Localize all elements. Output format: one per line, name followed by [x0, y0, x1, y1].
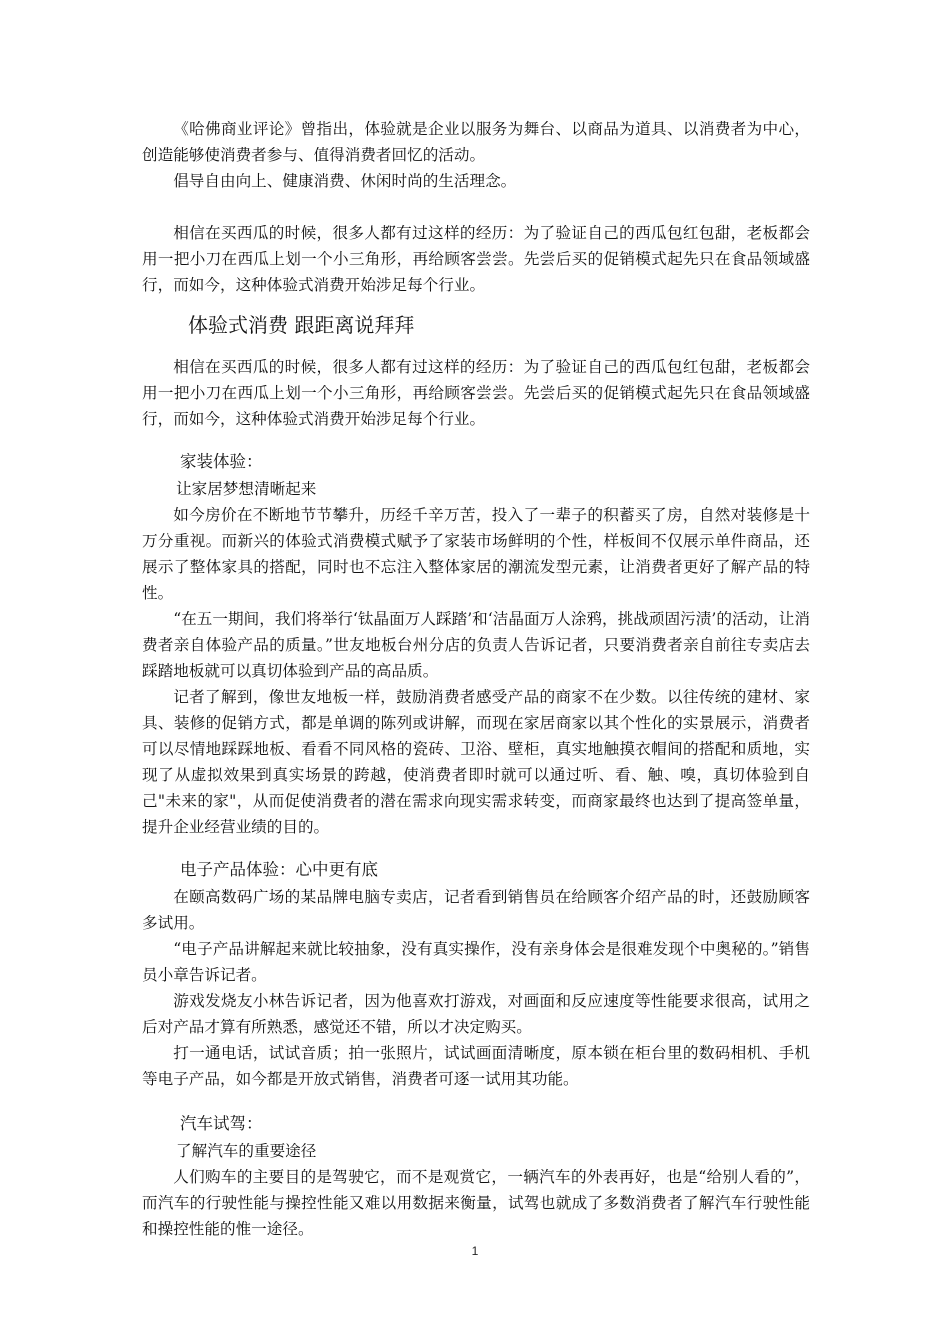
- section-heading-car: 汽车试驾：: [180, 1114, 263, 1133]
- article-lead: 相信在买西瓜的时候，很多人都有过这样的经历：为了验证自己的西瓜包红包甜，老板都会用一把小刀在西瓜上划一个小三角形，再给顾客尝尝。先尝后买的促销模式起先只在食品领域盛行，而如今，这种体验式消费开始涉足每个行业。: [142, 358, 810, 428]
- intro-paragraph-1: 《哈佛商业评论》曾指出，体验就是企业以服务为舞台、以商品为道具、以消费者为中心，创造能够使消费者参与、值得消费者回忆的活动。: [142, 120, 810, 164]
- electronics-paragraph-4: 打一通电话，试试音质；拍一张照片，试试画面清晰度，原本锁在柜台里的数码相机、手机等电子产品，如今都是开放式销售，消费者可逐一试用其功能。: [142, 1044, 810, 1088]
- article-title: 体验式消费 跟距离说拜拜: [188, 313, 415, 337]
- intro-paragraph-2: 倡导自由向上、健康消费、休闲时尚的生活理念。: [173, 172, 517, 190]
- blank-line: [142, 194, 810, 220]
- electronics-paragraph-2: “电子产品讲解起来就比较抽象，没有真实操作，没有亲身体会是很难发现个中奥秘的。”销售员小章告诉记者。: [142, 940, 810, 984]
- section-subheading-car: 了解汽车的重要途径: [176, 1142, 317, 1160]
- electronics-paragraph-1: 在颐高数码广场的某品牌电脑专卖店，记者看到销售员在给顾客介绍产品的时，还鼓励顾客多试用。: [142, 888, 810, 932]
- home-paragraph-2: “在五一期间，我们将举行‘钛晶面万人踩踏’和‘洁晶面万人涂鸦，挑战顽固污渍’的活动，让消费者亲自体验产品的质量。”世友地板台州分店的负责人告诉记者，只要消费者亲自前往专卖店去踩踏地板就可以真切体验到产品的高品质。: [142, 610, 810, 680]
- section-heading-electronics: 电子产品体验：心中更有底: [180, 860, 378, 879]
- home-paragraph-3: 记者了解到，像世友地板一样，鼓励消费者感受产品的商家不在少数。以往传统的建材、家具、装修的促销方式，都是单调的陈列或讲解，而现在家居商家以其个性化的实景展示，消费者可以尽情地踩踩地板、看看不同风格的瓷砖、卫浴、壁柜，真实地触摸衣帽间的搭配和质地，实现了从虚拟效果到真实场景的跨越，使消费者即时就可以通过听、看、触、嗅，真切体验到自己"未来的家"，从而促使消费者的潜在需求向现实需求转变，而商家最终也达到了提高签单量，提升企业经营业绩的目的。: [142, 688, 810, 836]
- intro-paragraph-3: 相信在买西瓜的时候，很多人都有过这样的经历：为了验证自己的西瓜包红包甜，老板都会用一把小刀在西瓜上划一个小三角形，再给顾客尝尝。先尝后买的促销模式起先只在食品领域盛行，而如今，这种体验式消费开始涉足每个行业。: [142, 224, 810, 294]
- document-body: [142, 116, 810, 1242]
- car-paragraph-1: 人们购车的主要目的是驾驶它，而不是观赏它，一辆汽车的外表再好，也是“给别人看的”，而汽车的行驶性能与操控性能又难以用数据来衡量，试驾也就成了多数消费者了解汽车行驶性能和操控性能的惟一途径。: [142, 1168, 810, 1238]
- home-paragraph-1: 如今房价在不断地节节攀升，历经千辛万苦，投入了一辈子的积蓄买了房，自然对装修是十万分重视。而新兴的体验式消费模式赋予了家装市场鲜明的个性，样板间不仅展示单件商品，还展示了整体家具的搭配，同时也不忘注入整体家居的潮流发型元素，让消费者更好了解产品的特性。: [142, 506, 810, 602]
- section-subheading-home: 让家居梦想清晰起来: [176, 480, 317, 498]
- electronics-paragraph-3: 游戏发烧友小林告诉记者，因为他喜欢打游戏，对画面和反应速度等性能要求很高，试用之后对产品才算有所熟悉，感觉还不错，所以才决定购买。: [142, 992, 810, 1036]
- section-heading-home: 家装体验：: [180, 452, 263, 471]
- page-number: 1: [471, 1244, 479, 1258]
